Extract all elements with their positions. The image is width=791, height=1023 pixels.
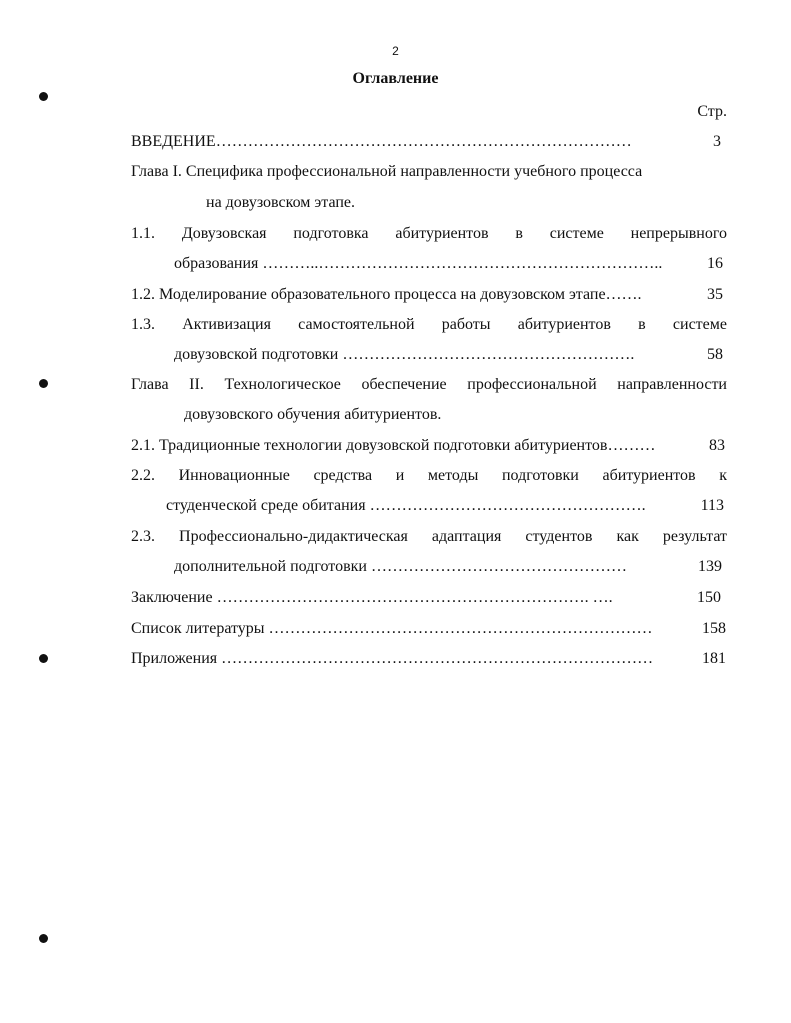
toc-chapter-1: Глава I. Специфика профессиональной направленности учебного процесса (131, 163, 643, 180)
toc-section-2-1: 2.1. Традиционные технологии довузовской подготовки абитуриентов……… (131, 437, 656, 454)
toc-intro: ВВЕДЕНИЕ…………………………………………………………………… (131, 133, 632, 150)
toc-section-1-3-continued: довузовской подготовки ………………………………………………. (174, 346, 635, 363)
toc-section-2-3-continued: дополнительной подготовки ………………………………………… (174, 558, 627, 575)
toc-page-number: 150 (697, 589, 721, 606)
page-number: 2 (392, 44, 399, 58)
toc-page-number: 58 (707, 346, 723, 363)
page-column-label: Стр. (697, 103, 727, 120)
toc-appendices: Приложения ……………………………………………………………………… (131, 650, 654, 667)
punch-hole-mark (39, 934, 48, 943)
page-title: Оглавление (352, 70, 439, 87)
toc-page-number: 139 (698, 558, 722, 575)
toc-page-number: 16 (707, 255, 723, 272)
toc-page-number: 35 (707, 286, 723, 303)
toc-conclusion: Заключение ……………………………………………………………. …. (131, 589, 613, 606)
toc-section-1-1: 1.1. Довузовская подготовка абитуриентов в системе непрерывного (131, 225, 727, 242)
toc-page-number: 158 (702, 620, 726, 637)
toc-section-1-2: 1.2. Моделирование образовательного процесса на довузовском этапе……. (131, 286, 642, 303)
punch-hole-mark (39, 379, 48, 388)
toc-chapter-1-continued: на довузовском этапе. (206, 194, 355, 211)
toc-page-number: 181 (702, 650, 726, 667)
toc-references: Список литературы ……………………………………………………………… (131, 620, 653, 637)
toc-section-1-1-continued: образования ………..……………………………………………………….. (174, 255, 663, 272)
toc-section-2-2: 2.2. Инновационные средства и методы подготовки абитуриентов к (131, 467, 727, 484)
toc-chapter-2: Глава II. Технологическое обеспечение профессиональной направленности (131, 376, 727, 393)
toc-section-1-3: 1.3. Активизация самостоятельной работы абитуриентов в системе (131, 316, 727, 333)
punch-hole-mark (39, 92, 48, 101)
toc-chapter-2-continued: довузовского обучения абитуриентов. (184, 406, 442, 423)
toc-section-2-3: 2.3. Профессионально-дидактическая адаптация студентов как результат (131, 528, 727, 545)
punch-hole-mark (39, 654, 48, 663)
toc-page-number: 113 (700, 497, 724, 514)
toc-section-2-2-continued: студенческой среде обитания ……………………………………………. (166, 497, 646, 514)
toc-page-number: 3 (713, 133, 721, 150)
toc-page-number: 83 (709, 437, 725, 454)
